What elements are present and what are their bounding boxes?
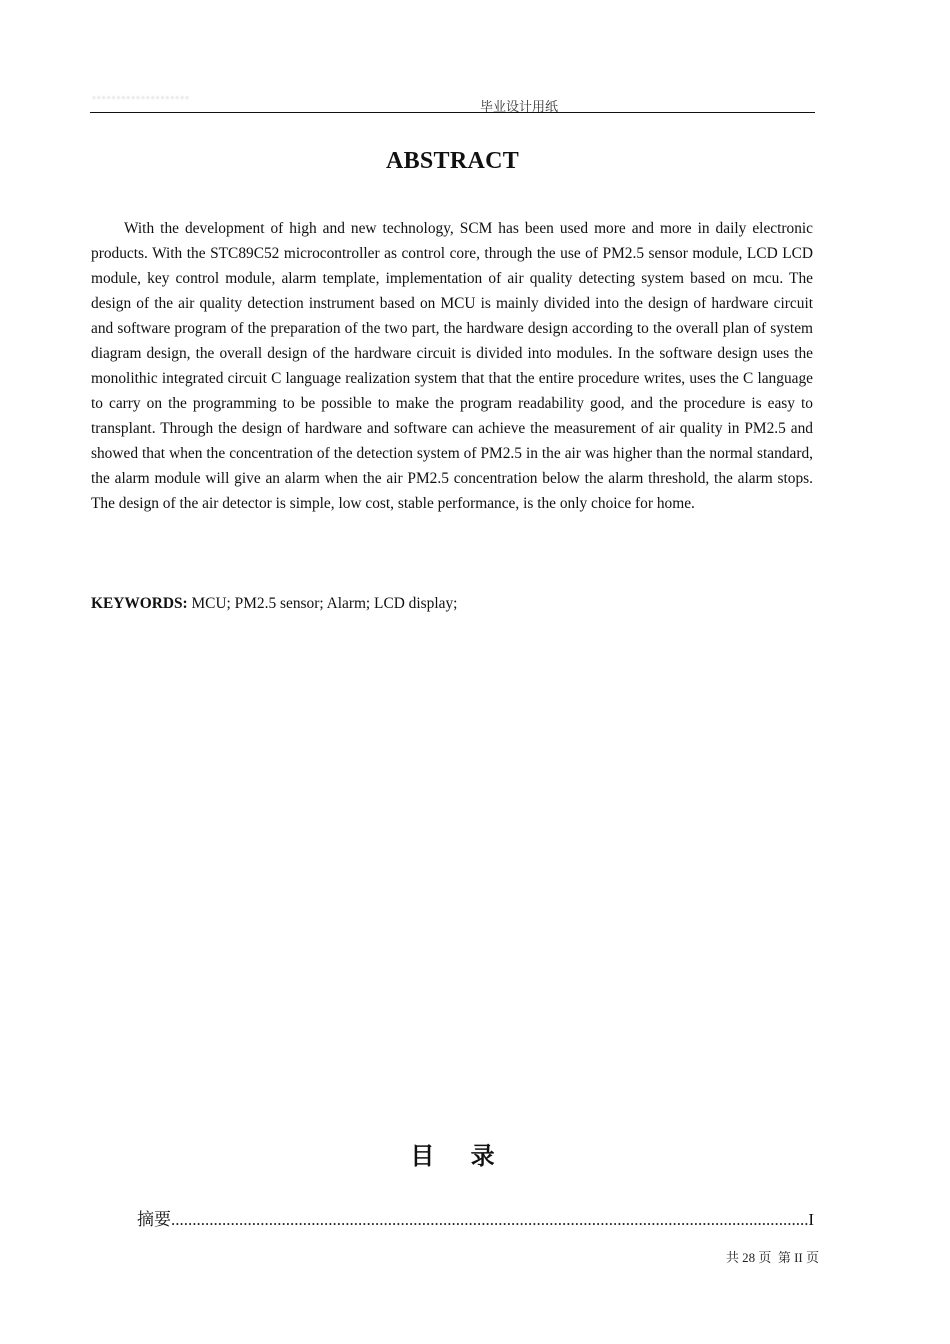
keywords-label: KEYWORDS: <box>91 595 188 612</box>
header-watermark: ▪▪▪▪▪▪▪▪▪▪▪▪▪▪▪▪▪▪▪▪ <box>92 92 190 102</box>
toc-dot-leader <box>171 1210 808 1230</box>
abstract-heading: ABSTRACT <box>385 148 520 174</box>
keywords-value: MCU; PM2.5 sensor; Alarm; LCD display; <box>187 595 458 612</box>
toc-entry-label: 摘要 <box>137 1210 171 1229</box>
toc-entry[interactable] <box>137 1205 814 1231</box>
header-title: 毕业设计用纸 <box>479 99 558 114</box>
footer-total-pages: 共 28 页 <box>725 1250 772 1265</box>
keywords-line <box>91 591 813 616</box>
toc-entry-page: I <box>808 1210 814 1229</box>
page-footer <box>726 1247 819 1266</box>
abstract-body: With the development of high and new technology, SCM has been used more and more in daily electronic products. With the STC89C52 microcontroller as control core, through the use of PM2.5 sensor module, LCD LCD module, key control module, alarm template, implementation of air quality detecting system based on mcu. The design of the air quality detection instrument based on MCU is mainly divided into the design of hardware circuit and software program of the preparation of the two part, the hardware design according to the overall plan of system diagram design, the overall design of the hardware circuit is divided into modules. In the software design uses the monolithic integrated circuit C language realization system that that the entire procedure writes, uses the C language to carry on the programming to be possible to make the program readability good, and the procedure is easy to transplant. Through the design of hardware and software can achieve the measurement of air quality in PM2.5 and showed that when the concentration of the detection system of PM2.5 in the air was higher than the normal standard, the alarm module will give an alarm when the air PM2.5 concentration below the alarm threshold, the alarm stops. The design of the air detector is simple, low cost, stable performance, is the only choice for home. <box>91 220 813 512</box>
toc-heading: 目 录 <box>410 1142 509 1170</box>
footer-current-page: 第 II 页 <box>777 1250 819 1265</box>
header-divider <box>90 112 815 113</box>
